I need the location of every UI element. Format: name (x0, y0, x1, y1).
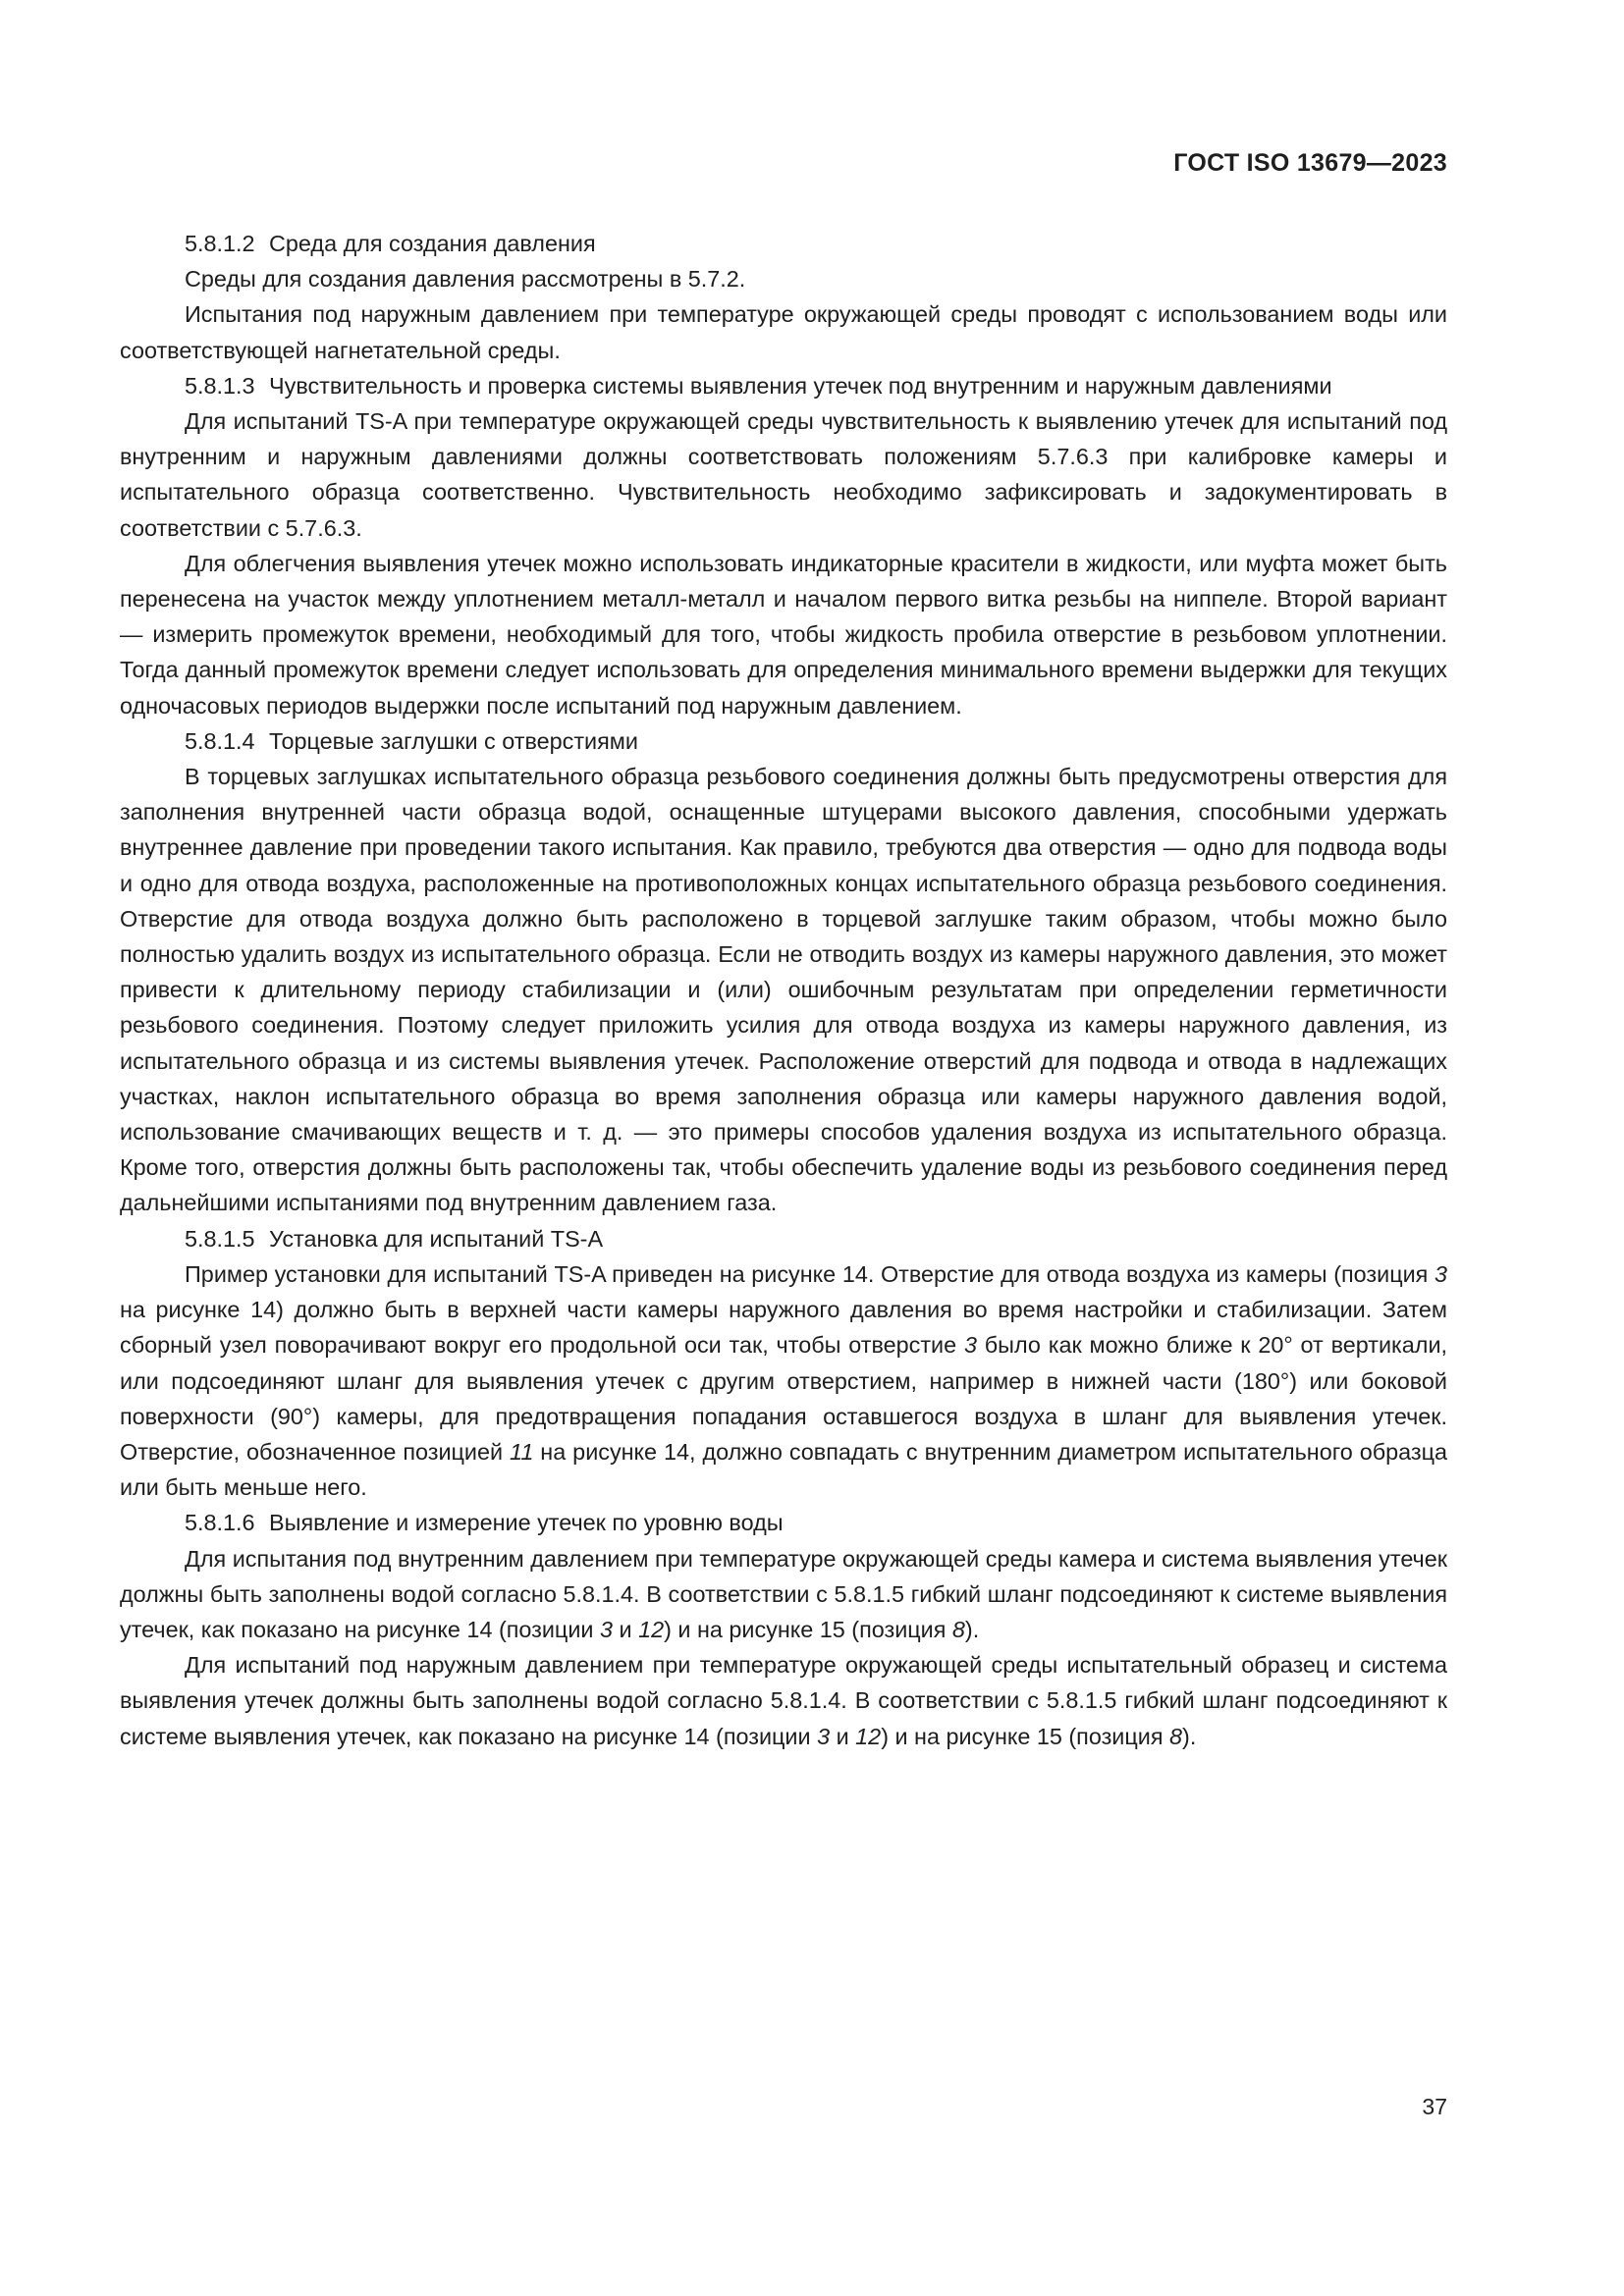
item-reference: 3 (599, 1616, 613, 1642)
item-reference: 12 (638, 1616, 665, 1642)
section-number: 5.8.1.4 (185, 727, 255, 754)
section-number: 5.8.1.3 (185, 372, 255, 399)
paragraph (120, 1647, 1447, 1754)
text-run: и (612, 1616, 639, 1642)
page-number: 37 (1422, 2094, 1447, 2119)
paragraph: Для облегчения выявления утечек можно использовать индикаторные красители в жидкости, или муфта может быть перенесена на участок между уплотнением металл-металл и началом первого витка резьбы на ниппеле. Второй вариант — измерить промежуток времени, необходимый для того, чтобы жидкость пробила отверстие в резьбовом уплотнении. Тогда данный промежуток времени следует использовать для определения минимального времени выдержки для текущих одночасовых периодов выдержки после испытаний под наружным давлением. (120, 550, 1447, 719)
item-reference: 8 (951, 1616, 965, 1642)
paragraph: Среды для создания давления рассмотрены в 5.7.2. (185, 266, 746, 293)
section-number: 5.8.1.2 (185, 231, 255, 256)
paragraph: Для испытаний TS-A при температуре окружающей среды чувствительность к выявлению утечек для испытаний под внутренним и наружным давлениями должны соответствовать положениям 5.7.6.3 при калибровке камеры и испытательного образца соответственно. Чувствительность необходимо зафиксировать и задокументировать в соответствии с 5.7.6.3. (120, 408, 1447, 541)
section-heading (120, 368, 1447, 403)
text-run: на рисунке 14, должно совпадать с внутренним диаметром испытательного образца или быть меньше него. (120, 1438, 1447, 1501)
item-reference: 3 (817, 1723, 831, 1749)
standard-designation: ГОСТ ISO 13679—2023 (1173, 149, 1447, 177)
text-run: ) и на рисунке 15 (позиция (881, 1723, 1170, 1749)
text-run: на рисунке 14) должно быть в верхней части камеры наружного давления во время настройки и стабилизации. Затем сборный узел поворачивают вокруг его продольной оси так, чтобы отверстие (120, 1297, 1447, 1359)
text-run: Для испытаний под наружным давлением при температуре окружающей среды испытательный образец и система выявления утечек должны быть заполнены водой согласно 5.8.1.4. В соответствии с 5.8.1.5 гибкий шланг подсоединяют к системе выявления утечек, как показано на рисунке 14 (позиции (120, 1652, 1447, 1749)
paragraph: Испытания под наружным давлением при температуре окружающей среды проводят с использованием воды или соответствующей нагнетательной среды. (120, 301, 1447, 363)
section-title: Среда для создания давления (269, 231, 596, 256)
section-title: Чувствительность и проверка системы выявления утечек под внутренним и наружным давлениями (269, 372, 1332, 399)
section-number: 5.8.1.6 (185, 1510, 255, 1536)
item-reference: 8 (1169, 1723, 1183, 1749)
text-run: ) и на рисунке 15 (позиция (664, 1616, 952, 1642)
section-number: 5.8.1.5 (185, 1225, 255, 1252)
paragraph (120, 1256, 1447, 1505)
item-reference: 3 (1434, 1260, 1447, 1287)
item-reference: 12 (855, 1723, 882, 1749)
text-run: ). (1182, 1723, 1197, 1749)
text-run: и (830, 1723, 856, 1749)
paragraph: В торцевых заглушках испытательного образца резьбового соединения должны быть предусмотрены отверстия для заполнения внутренней части образца водой, оснащенные штуцерами высокого давления, способными удержать внутреннее давление при проведении такого испытания. Как правило, требуются два отверстия — одно для подвода воды и одно для отвода воздуха, расположенные на противоположных концах испытательного образца резьбового соединения. Отверстие для отвода воздуха должно быть расположено в торцевой заглушке таким образом, чтобы можно было полностью удалить воздух из испытательного образца. Если не отводить воздух из камеры наружного давления, это может привести к длительному периоду стабилизации и (или) ошибочным результатам при определении герметичности резьбового соединения. Поэтому следует приложить усилия для отвода воздуха из камеры наружного давления, из испытательного образца и из системы выявления утечек. Расположение отверстий для подвода и отвода в надлежащих участках, наклон испытательного образца во время заполнения образца или камеры наружного давления водой, использование смачивающих веществ и т. д. — это примеры способов удаления воздуха из испытательного образца. Кроме того, отверстия должны быть расположены так, чтобы обеспечить удаление воды из резьбового соединения перед дальнейшими испытаниями под внутренним давлением газа. (120, 764, 1447, 1216)
section-title: Выявление и измерение утечек по уровню воды (269, 1510, 784, 1536)
document-body (120, 226, 1447, 1754)
section-heading (120, 723, 1447, 759)
section-heading (120, 226, 1447, 261)
item-reference: 11 (510, 1438, 534, 1465)
section-title: Торцевые заглушки с отверстиями (269, 727, 638, 754)
section-heading (120, 1505, 1447, 1540)
section-heading (120, 1221, 1447, 1256)
text-run: Пример установки для испытаний TS-A приведен на рисунке 14. Отверстие для отвода воздуха из камеры (позиция (185, 1260, 1435, 1287)
text-run: было как можно ближе к 20° от вертикали, или подсоединяют шланг для выявления утечек с другим отверстием, например в нижней части (180°) или боковой поверхности (90°) камеры, для предотвращения попадания оставшегося воздуха в шланг для выявления утечек. Отверстие, обозначенное позицией (120, 1332, 1448, 1465)
text-run: ). (964, 1616, 980, 1642)
paragraph (120, 1541, 1447, 1648)
text-run: Для испытания под внутренним давлением при температуре окружающей среды камера и система выявления утечек должны быть заполнены водой согласно 5.8.1.4. В соответствии с 5.8.1.5 гибкий шланг подсоединяют к системе выявления утечек, как показано на рисунке 14 (позиции (120, 1545, 1447, 1642)
section-title: Установка для испытаний TS-A (269, 1225, 604, 1252)
item-reference: 3 (963, 1332, 977, 1359)
